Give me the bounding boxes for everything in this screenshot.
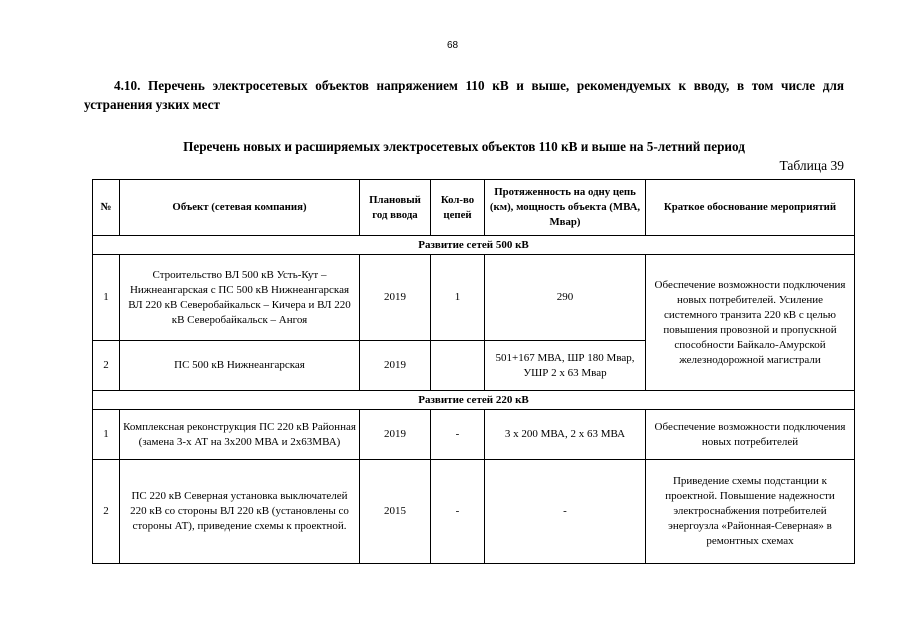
objects-table [92,179,855,564]
cell-rationale: Обеспечение возможности подключения новых потребителей [646,410,855,460]
cell-length: 501+167 МВА, ШР 180 Мвар, УШР 2 х 63 Мвар [485,341,646,391]
header-circuits: Кол-во цепей [431,180,485,236]
cell-num: 2 [93,460,120,564]
table-header-row [93,180,855,236]
section-title: Развитие сетей 220 кВ [93,391,855,410]
cell-num: 2 [93,341,120,391]
header-num: № [93,180,120,236]
header-rationale: Краткое обоснование мероприятий [646,180,855,236]
cell-circuits: - [431,460,485,564]
section-row-220 [93,391,855,410]
cell-object: Комплексная реконструкция ПС 220 кВ Районная (замена 3-х АТ на 3х200 МВА и 2х63МВА) [120,410,360,460]
cell-year: 2015 [360,460,431,564]
section-heading: 4.10. Перечень электросетевых объектов напряжением 110 кВ и выше, рекомендуемых к вводу, в том числе для устранения узких мест [84,78,844,112]
table-caption: Таблица 39 [779,158,844,173]
table-title: Перечень новых и расширяемых электросетевых объектов 110 кВ и выше на 5-летний период [183,139,745,154]
cell-year: 2019 [360,255,431,341]
header-year: Плановый год ввода [360,180,431,236]
cell-object: ПС 500 кВ Нижнеангарская [120,341,360,391]
table-row [93,460,855,564]
cell-object: Строительство ВЛ 500 кВ Усть-Кут – Нижнеангарская с ПС 500 кВ Нижнеангарская ВЛ 220 кВ Северобайкальск – Кичера и ВЛ 220 кВ Северобайкальск – Ангоя [120,255,360,341]
section-title: Развитие сетей 500 кВ [93,236,855,255]
cell-circuits [431,341,485,391]
cell-length: 3 х 200 МВА, 2 х 63 МВА [485,410,646,460]
cell-length: - [485,460,646,564]
cell-rationale: Приведение схемы подстанции к проектной. Повышение надежности электроснабжения потребителей энергоузла «Районная-Северная» в ремонтных схемах [646,460,855,564]
cell-circuits: 1 [431,255,485,341]
table-row [93,255,855,341]
cell-length: 290 [485,255,646,341]
header-object: Объект (сетевая компания) [120,180,360,236]
header-length: Протяженность на одну цепь (км), мощность объекта (МВА, Мвар) [485,180,646,236]
cell-rationale: Обеспечение возможности подключения новых потребителей. Усиление системного транзита 220 кВ с целью повышения провозной и пропускной способности Байкало-Амурской железнодорожной магистрали [646,255,855,391]
cell-circuits: - [431,410,485,460]
cell-year: 2019 [360,410,431,460]
page-number: 68 [446,40,459,51]
cell-num: 1 [93,410,120,460]
cell-year: 2019 [360,341,431,391]
section-row-500 [93,236,855,255]
cell-object: ПС 220 кВ Северная установка выключателей 220 кВ со стороны ВЛ 220 кВ (установлены со стороны АТ), приведение схемы к проектной. [120,460,360,564]
cell-num: 1 [93,255,120,341]
table-row [93,410,855,460]
